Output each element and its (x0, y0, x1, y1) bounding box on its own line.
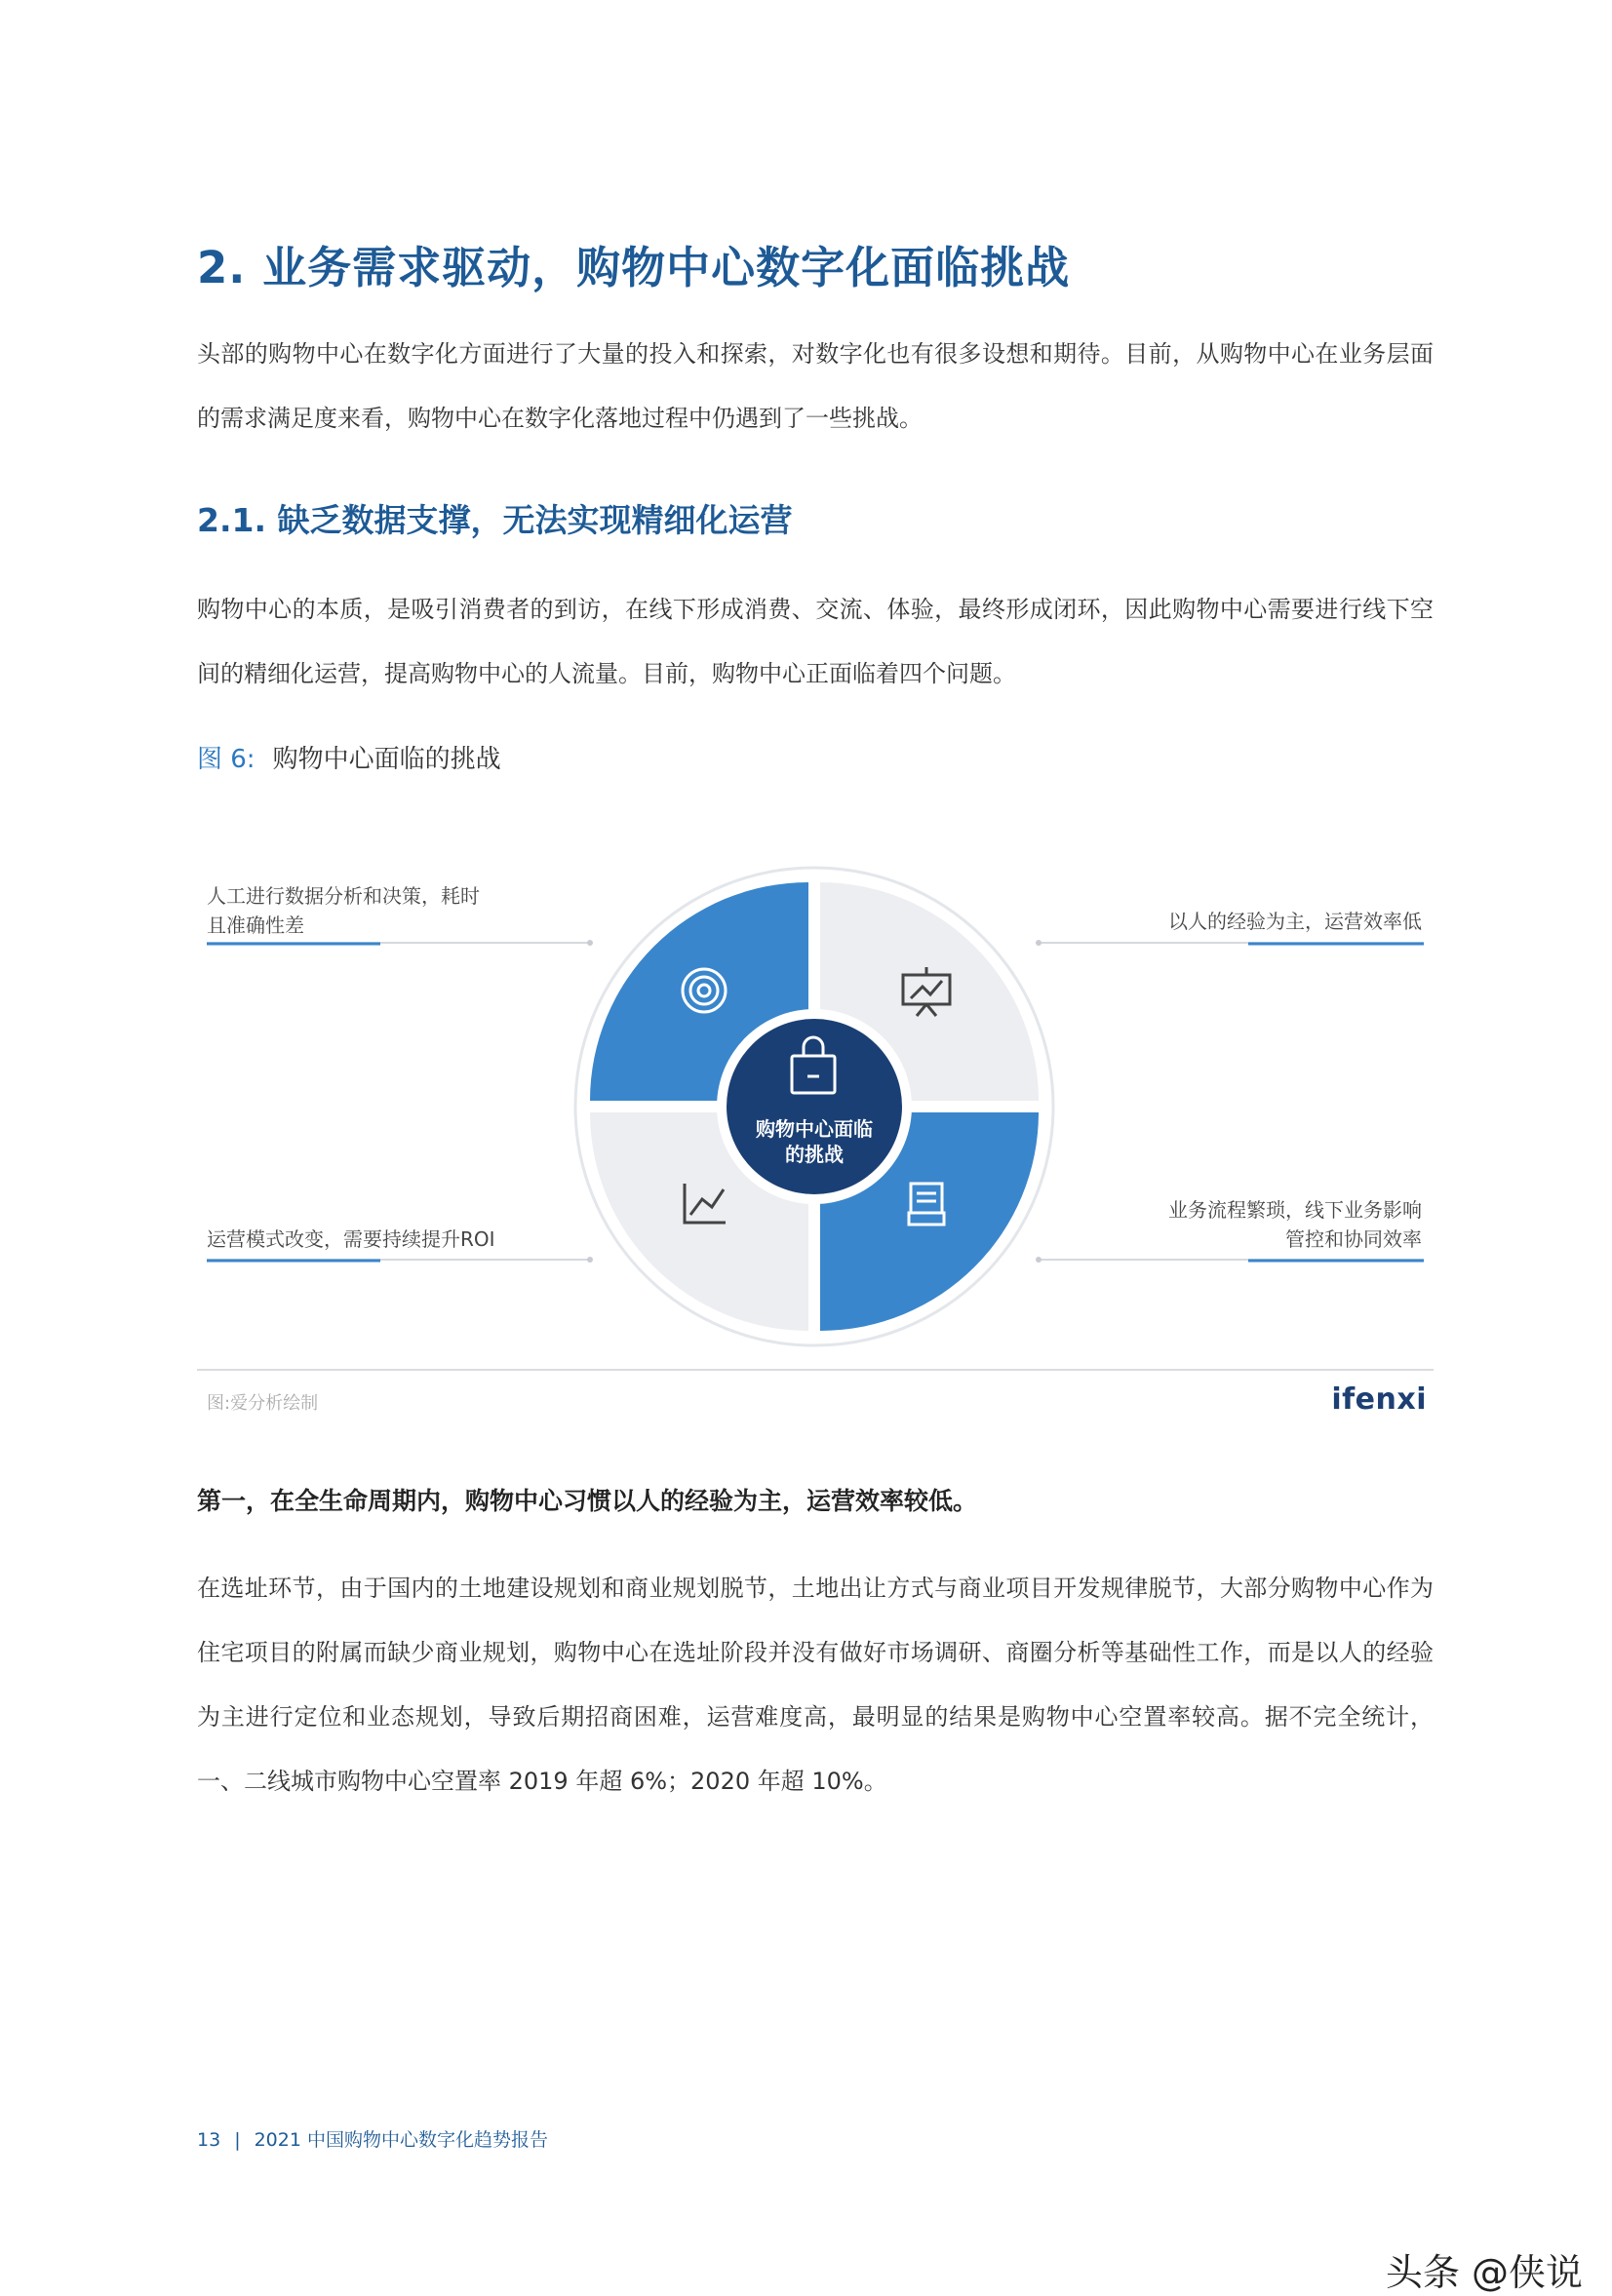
connector-dot (1036, 1257, 1042, 1263)
label-bottom-right (1168, 1195, 1422, 1254)
figure-source: 图:爱分析绘制 (207, 1393, 319, 1414)
connector-dot (1036, 940, 1042, 946)
label-top-left (207, 881, 480, 940)
footer-separator: | (234, 2129, 241, 2151)
subsection-paragraph: 购物中心的本质，是吸引消费者的到访，在线下形成消费、交流、体验，最终形成闭环，因此购物中心需要进行线下空间的精细化运营，提高购物中心的人流量。目前，购物中心正面临着四个问题。 (197, 596, 1434, 687)
report-title: 2021 中国购物中心数字化趋势报告 (254, 2129, 548, 2151)
page-number: 13 (197, 2129, 221, 2151)
point-one-title: 第一，在全生命周期内，购物中心习惯以人的经验为主，运营效率较低。 (197, 1487, 978, 1515)
connector-dot (587, 940, 593, 946)
intro-paragraph: 头部的购物中心在数字化方面进行了大量的投入和探索，对数字化也有很多设想和期待。目前，从购物中心在业务层面的需求满足度来看，购物中心在数字化落地过程中仍遇到了一些挑战。 (197, 340, 1434, 432)
label-bottom-left: 运营模式改变，需要持续提升ROI (207, 1227, 495, 1251)
figure-number: 图 6: (197, 745, 256, 774)
center-label-line1: 购物中心面临 (756, 1117, 873, 1141)
center-label-line2: 的挑战 (785, 1143, 844, 1166)
label-top-right: 以人的经验为主，运营效率低 (1168, 910, 1422, 933)
point-one-body: 在选址环节，由于国内的土地建设规划和商业规划脱节，土地出让方式与商业项目开发规律脱节，大部分购物中心作为住宅项目的附属而缺少商业规划，购物中心在选址阶段并没有做好市场调研、商圈分析等基础性工作，而是以人的经验为主进行定位和业态规划，导致后期招商困难，运营难度高，最明显的结果是购物中心空置率较高。据不完全统计，一、二线城市购物中心空置率 2019 年超 6%；2020 年超 10%。 (197, 1575, 1434, 1795)
label-top-left-line1: 人工进行数据分析和决策，耗时 (207, 884, 480, 908)
section-heading: 2. 业务需求驱动，购物中心数字化面临挑战 (197, 242, 1071, 293)
figure-title: 购物中心面临的挑战 (272, 745, 501, 774)
watermark: 头条 @侠说 (1385, 2251, 1583, 2294)
connector-dot (587, 1257, 593, 1263)
label-top-left-line2: 且准确性差 (207, 914, 304, 937)
ifenxi-logo: ifenxi (1331, 1382, 1427, 1417)
subsection-heading: 2.1. 缺乏数据支撑，无法实现精细化运营 (197, 501, 793, 539)
center-circle (727, 1019, 902, 1194)
label-bottom-right-line1: 业务流程繁琐，线下业务影响 (1168, 1198, 1422, 1222)
page-footer (197, 2125, 548, 2152)
label-bottom-right-line2: 管控和协同效率 (1285, 1227, 1422, 1251)
